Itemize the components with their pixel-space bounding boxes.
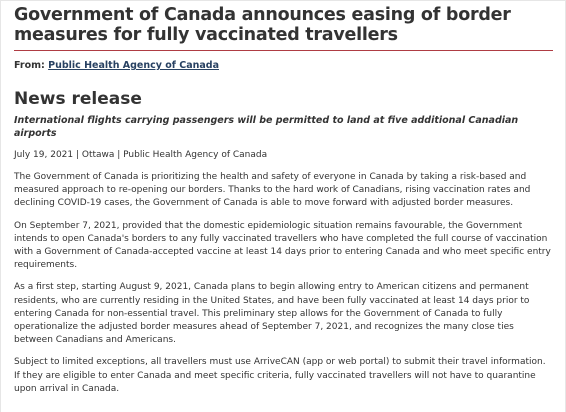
page-title: Government of Canada announces easing of border measures for fully vaccinated travellers	[14, 5, 511, 45]
release-subheading: International flights carrying passengers will be permitted to land at five additional Canadian airports	[14, 115, 519, 139]
title-divider	[14, 50, 553, 51]
release-dateline: July 19, 2021 | Ottawa | Public Health Agency of Canada	[14, 150, 268, 160]
from-agency-link[interactable]: Public Health Agency of Canada	[48, 60, 219, 71]
from-label: From:	[14, 60, 45, 71]
body-paragraph-2: On September 7, 2021, provided that the domestic epidemiologic situation remains favourable, the Government intends to open Canada's borders to any fully vaccinated travellers who have completed the full course of vaccination with a Government of Canada-accepted vaccine at least 14 days prior to entering Canada and who meet specific entry requirements.	[14, 220, 551, 271]
from-line	[14, 59, 553, 72]
body-paragraph-3: As a first step, starting August 9, 2021, Canada plans to begin allowing entry to American citizens and permanent residents, who are currently residing in the United States, and have been fully vaccinated at least 14 days prior to entering Canada for non-essential travel. This preliminary step allows for the Government of Canada to fully operationalize the adjusted border measures ahead of September 7, 2021, and recognizes the many close ties between Canadians and Americans.	[14, 282, 530, 346]
body-paragraph-4: Subject to limited exceptions, all travellers must use ArriveCAN (app or web portal) to submit their travel information. If they are eligible to enter Canada and meet specific criteria, fully vaccinated travellers will not have to quarantine upon arrival in Canada.	[14, 357, 546, 394]
news-release-article	[1, 1, 565, 396]
body-paragraph-1: The Government of Canada is prioritizing the health and safety of everyone in Canada by taking a risk-based and measured approach to re-opening our borders. Thanks to the hard work of Canadians, rising vaccination rates and declining COVID-19 cases, the Government of Canada is able to move forward with adjusted border measures.	[14, 172, 531, 209]
section-heading: News release	[14, 89, 142, 109]
